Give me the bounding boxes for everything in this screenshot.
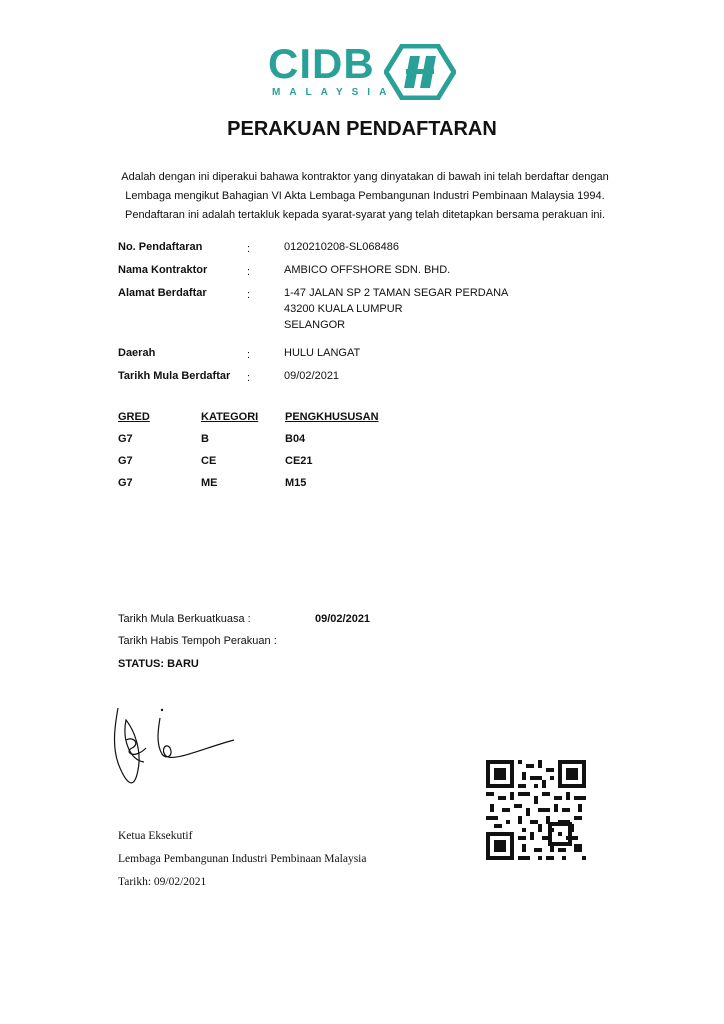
certificate-title: PERAKUAN PENDAFTARAN bbox=[227, 118, 497, 140]
contractor-name-value: AMBICO OFFSHORE SDN. BHD. bbox=[284, 264, 451, 276]
effective-date-label: Tarikh Mula Berkuatkuasa : bbox=[118, 613, 251, 625]
address-line: 43200 KUALA LUMPUR bbox=[284, 303, 403, 315]
address-label: Alamat Berdaftar bbox=[118, 287, 207, 299]
signature-image bbox=[104, 700, 244, 800]
category-cell: B bbox=[201, 433, 209, 445]
intro-line: Lembaga mengikut Bahagian VI Akta Lembaga Pembangunan Industri Pembinaan Malaysia 1994. bbox=[125, 190, 605, 202]
category-cell: ME bbox=[201, 477, 218, 489]
specialization-cell: CE21 bbox=[285, 455, 313, 467]
colon: : bbox=[247, 349, 251, 361]
qr-code-image bbox=[486, 760, 586, 860]
contractor-name-label: Nama Kontraktor bbox=[118, 264, 208, 276]
intro-line: Pendaftaran ini adalah tertakluk kepada syarat-syarat yang telah ditetapkan bersama perakuan ini. bbox=[124, 209, 606, 221]
category-cell: CE bbox=[201, 455, 217, 467]
grade-header: GRED bbox=[118, 411, 150, 423]
cidb-logo-text: CIDB bbox=[268, 40, 375, 87]
effective-date-value: 09/02/2021 bbox=[315, 613, 371, 625]
registration-number-value: 0120210208-SL068486 bbox=[284, 241, 400, 253]
signatory-organization: Lembaga Pembangunan Industri Pembinaan Malaysia bbox=[118, 853, 367, 865]
address-line: 1-47 JALAN SP 2 TAMAN SEGAR PERDANA bbox=[284, 287, 509, 299]
address-line: SELANGOR bbox=[284, 319, 346, 331]
intro-line: Adalah dengan ini diperakui bahawa kontraktor yang dinyatakan di bawah ini telah berdaftar dengan bbox=[121, 171, 609, 183]
registration-date-label: Tarikh Mula Berdaftar bbox=[118, 370, 231, 382]
specialization-header: PENGKHUSUSAN bbox=[285, 411, 379, 423]
cidb-logo-icon bbox=[384, 44, 456, 100]
registration-number-label: No. Pendaftaran bbox=[118, 241, 203, 253]
registration-date-value: 09/02/2021 bbox=[284, 370, 340, 382]
colon: : bbox=[247, 289, 251, 301]
grade-cell: G7 bbox=[118, 477, 133, 489]
signatory-role: Ketua Eksekutif bbox=[118, 830, 193, 842]
colon: : bbox=[247, 372, 251, 384]
grade-cell: G7 bbox=[118, 455, 133, 467]
cidb-logo-subtext: MALAYSIA bbox=[272, 87, 396, 98]
specialization-cell: B04 bbox=[285, 433, 306, 445]
intro-paragraph bbox=[110, 168, 620, 225]
expiry-date-label: Tarikh Habis Tempoh Perakuan : bbox=[118, 635, 277, 647]
status-text: STATUS: BARU bbox=[118, 658, 199, 670]
category-header: KATEGORI bbox=[201, 411, 259, 423]
signatory-date: Tarikh: 09/02/2021 bbox=[118, 876, 207, 888]
colon: : bbox=[247, 243, 251, 255]
address-value bbox=[284, 285, 508, 333]
grade-cell: G7 bbox=[118, 433, 133, 445]
district-value: HULU LANGAT bbox=[284, 347, 361, 359]
colon: : bbox=[247, 266, 251, 278]
district-label: Daerah bbox=[118, 347, 156, 359]
specialization-cell: M15 bbox=[285, 477, 307, 489]
